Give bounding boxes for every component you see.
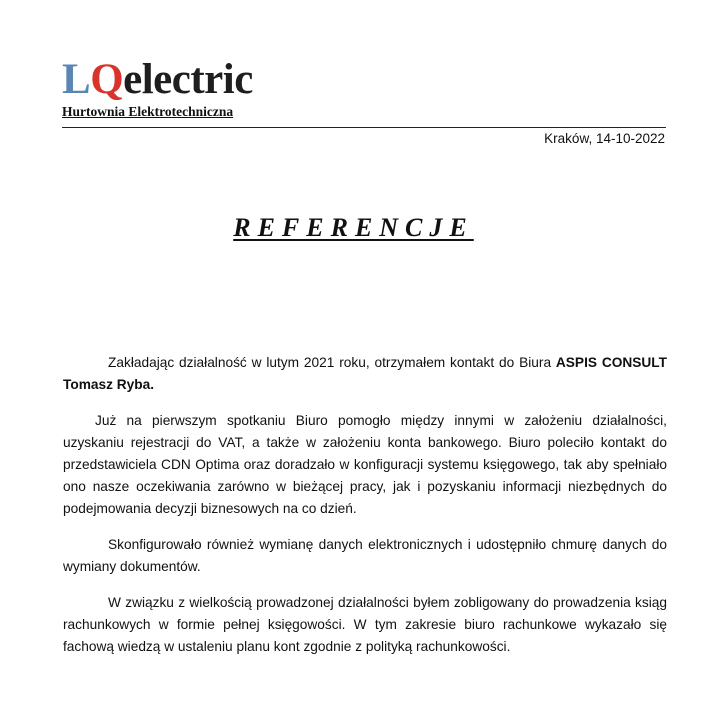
paragraph-1-company: ASPIS CONSULT Tomasz Ryba. — [63, 355, 667, 392]
place-and-date: Kraków, 14-10-2022 — [544, 131, 665, 146]
paragraph-3: Skonfigurowało również wymianę danych elektronicznych i udostępniło chmurę danych do wymiany dokumentów. — [63, 537, 667, 574]
company-tagline: Hurtownia Elektrotechniczna — [62, 104, 234, 119]
letter-body — [63, 352, 667, 672]
logo-letter-l: L — [62, 56, 91, 103]
letterhead-divider — [62, 127, 666, 128]
document-title-text: REFERENCJE — [233, 213, 474, 242]
logo-letter-q: Q — [90, 56, 124, 103]
paragraph-1-text: Zakładając działalność w lutym 2021 roku, otrzymałem kontakt do Biura — [108, 355, 556, 370]
document-title — [0, 213, 707, 243]
letterhead — [62, 58, 668, 120]
logo-wordmark: electric — [123, 56, 253, 103]
paragraph-2: Już na pierwszym spotkaniu Biuro pomogło między innymi w założeniu działalności, uzyskaniu rejestracji do VAT, a także w założeniu konta bankowego. Biuro poleciło kontakt do przedstawiciela CDN Optima oraz doradzało w konfiguracji systemu księgowego, tak aby spełniało ono nasze oczekiwania zarówno w bieżącej pracy, jak i pozyskaniu informacji niezbędnych do podejmowania decyzji biznesowych na co dzień. — [63, 413, 667, 516]
paragraph-4: W związku z wielkością prowadzonej działalności byłem zobligowany do prowadzenia ksiąg rachunkowych w formie pełnej księgowości. W tym zakresie biuro rachunkowe wykazało się fachową wiedzą w ustaleniu planu kont zgodnie z polityką rachunkowości. — [63, 595, 667, 654]
company-logo — [62, 58, 668, 102]
paragraph-1 — [63, 352, 667, 396]
